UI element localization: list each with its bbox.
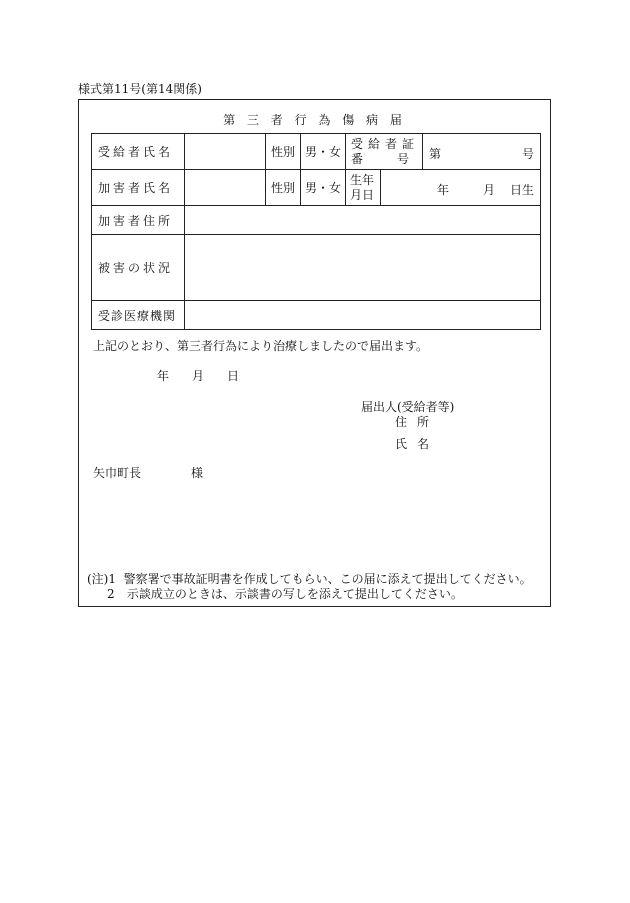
offender-address-label: 加害者住所: [92, 206, 185, 235]
cert-label-go: 号: [397, 151, 410, 166]
date-day-unit: 日: [227, 369, 240, 383]
recipient-name-label: 受給者氏名: [92, 134, 185, 170]
note-2-text: 示談成立のときは、示談書の写しを添えて提出してください。: [126, 587, 463, 601]
offender-name-label: 加害者氏名: [92, 170, 185, 206]
offender-gender-options[interactable]: 男・女: [301, 170, 346, 206]
hospital-row: [92, 301, 541, 330]
cert-number-label: [346, 134, 423, 170]
recipient-row: [92, 134, 541, 170]
recipient-gender-label: 性別: [266, 134, 301, 170]
damage-label: 被害の状況: [92, 235, 185, 301]
birth-year-unit: 年: [437, 183, 450, 197]
form-frame: [78, 99, 551, 607]
offender-gender-label: 性別: [266, 170, 301, 206]
address-label: 住所: [395, 415, 440, 429]
form-title: 第 三 者 行 為 傷 病 届: [223, 113, 406, 127]
offender-address-field[interactable]: [185, 206, 541, 235]
offender-row: [92, 170, 541, 206]
hospital-field[interactable]: [185, 301, 541, 330]
birth-month-unit: 月: [483, 183, 496, 197]
recipient-gender-options[interactable]: 男・女: [301, 134, 346, 170]
cert-number-suffix: 号: [522, 147, 535, 161]
offender-address-row: [92, 206, 541, 235]
note-1-text: 警察署で事故証明書を作成してもらい、この届に添えて提出してください。: [123, 572, 532, 586]
note-2-number: 2: [107, 587, 115, 601]
damage-row: [92, 235, 541, 301]
birth-label-line2: 月日: [350, 187, 375, 202]
birth-label-line1: 生年: [350, 172, 375, 187]
honorific: 様: [191, 466, 204, 480]
cert-label-ban: 番: [351, 151, 364, 166]
cert-number-field[interactable]: [423, 134, 541, 170]
mayor-label: 矢巾町長: [93, 466, 142, 480]
note-prefix: (注)1: [87, 572, 116, 586]
birth-date-label: [346, 170, 381, 206]
date-year-unit: 年: [157, 369, 170, 383]
damage-field[interactable]: [185, 235, 541, 301]
cert-number-prefix: 第: [429, 147, 442, 161]
date-month-unit: 月: [192, 369, 205, 383]
notifier-label: 届出人(受給者等): [361, 400, 455, 414]
statement: 上記のとおり、第三者行為により治療しましたので届出ます。: [93, 339, 429, 353]
form-table: [91, 133, 541, 330]
offender-name-field[interactable]: [185, 170, 266, 206]
note-2: [107, 585, 463, 602]
birth-day-unit: 日生: [510, 183, 535, 197]
birth-date-field[interactable]: [381, 170, 541, 206]
name-label: 氏名: [395, 437, 440, 451]
cert-label-line1: 受給者証: [351, 136, 420, 151]
form-number: 様式第11号(第14関係): [78, 82, 202, 96]
hospital-label: 受診医療機関: [92, 301, 185, 330]
recipient-name-field[interactable]: [185, 134, 266, 170]
